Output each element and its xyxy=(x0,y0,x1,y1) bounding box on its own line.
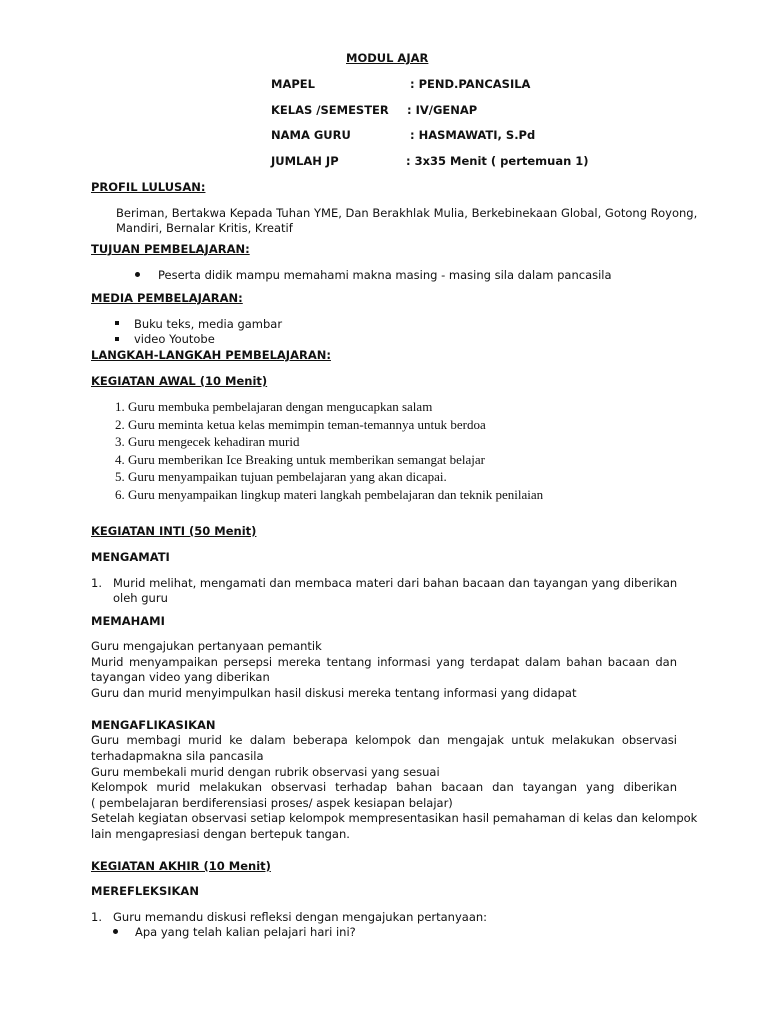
akhir-subitem: Apa yang telah kalian pelajari hari ini? xyxy=(135,925,356,939)
square-bullet-icon xyxy=(115,321,119,325)
mengamati-line2: oleh guru xyxy=(113,591,168,605)
list-item: 1. Guru membuka pembelajaran dengan mengucapkan salam xyxy=(128,398,543,416)
square-bullet-icon xyxy=(115,337,119,341)
mengaflikasikan-line: Kelompok murid melakukan observasi terhadap bahan bacaan dan tayangan yang diberikan xyxy=(91,780,677,794)
profil-text-line1: Beriman, Bertakwa Kepada Tuhan YME, Dan Berakhlak Mulia, Berkebinekaan Global, Gotong Royong, xyxy=(116,206,698,220)
mengaflikasikan-line: terhadapmakna sila pancasila xyxy=(91,749,264,763)
tujuan-heading: TUJUAN PEMBELAJARAN: xyxy=(91,242,250,256)
awal-heading: KEGIATAN AWAL (10 Menit) xyxy=(91,374,268,388)
list-item: 2. Guru meminta ketua kelas memimpin teman-temannya untuk berdoa xyxy=(128,416,543,434)
profil-text-line2: Mandiri, Bernalar Kritis, Kreatif xyxy=(116,221,293,235)
mengaflikasikan-line: Setelah kegiatan observasi setiap kelompok mempresentasikan hasil pemahaman di kelas dan kelompok xyxy=(91,811,698,825)
memahami-line: Murid menyampaikan persepsi mereka tentang informasi yang terdapat dalam bahan bacaan dan xyxy=(91,655,677,669)
kelas-value: : IV/GENAP xyxy=(407,103,478,117)
kelas-label: KELAS /SEMESTER xyxy=(271,103,389,117)
list-item: 6. Guru menyampaikan lingkup materi langkah pembelajaran dan teknik penilaian xyxy=(128,486,543,504)
bullet-dot-icon xyxy=(135,272,140,277)
list-item: 5. Guru menyampaikan tujuan pembelajaran yang akan dicapai. xyxy=(128,468,543,486)
memahami-line: Guru mengajukan pertanyaan pemantik xyxy=(91,639,322,653)
merefleksikan-heading: MEREFLEKSIKAN xyxy=(91,884,199,898)
akhir-number: 1. xyxy=(91,910,102,924)
jp-value: : 3x35 Menit ( pertemuan 1) xyxy=(406,154,589,168)
jp-label: JUMLAH JP xyxy=(271,154,339,168)
mengaflikasikan-line: Guru membekali murid dengan rubrik observasi yang sesuai xyxy=(91,765,440,779)
langkah-heading: LANGKAH-LANGKAH PEMBELAJARAN: xyxy=(91,348,331,362)
mengamati-heading: MENGAMATI xyxy=(91,550,170,564)
akhir-heading: KEGIATAN AKHIR (10 Menit) xyxy=(91,859,271,873)
awal-list xyxy=(108,398,543,504)
media-heading: MEDIA PEMBELAJARAN: xyxy=(91,291,243,305)
akhir-item: Guru memandu diskusi refleksi dengan mengajukan pertanyaan: xyxy=(113,910,488,924)
mengaflikasikan-heading: MENGAFLIKASIKAN xyxy=(91,718,216,732)
mengaflikasikan-line: lain mengapresiasi dengan bertepuk tangan. xyxy=(91,827,350,841)
document-title: MODUL AJAR xyxy=(346,51,429,65)
memahami-line: tayangan video yang diberikan xyxy=(91,670,270,684)
media-item: video Youtobe xyxy=(134,332,215,346)
media-item: Buku teks, media gambar xyxy=(134,317,283,331)
inti-heading: KEGIATAN INTI (50 Menit) xyxy=(91,524,257,538)
memahami-heading: MEMAHAMI xyxy=(91,614,165,628)
tujuan-item: Peserta didik mampu memahami makna masing - masing sila dalam pancasila xyxy=(158,268,612,282)
bullet-dot-icon xyxy=(113,929,118,934)
list-item: 3. Guru mengecek kehadiran murid xyxy=(128,433,543,451)
mapel-value: : PEND.PANCASILA xyxy=(410,77,531,91)
guru-value: : HASMAWATI, S.Pd xyxy=(410,128,536,142)
mengamati-line1: Murid melihat, mengamati dan membaca materi dari bahan bacaan dan tayangan yang diberikan xyxy=(113,576,678,590)
memahami-line: Guru dan murid menyimpulkan hasil diskusi mereka tentang informasi yang didapat xyxy=(91,686,577,700)
mengamati-number: 1. xyxy=(91,576,102,590)
mengaflikasikan-line: ( pembelajaran berdiferensiasi proses/ aspek kesiapan belajar) xyxy=(91,796,453,810)
mapel-label: MAPEL xyxy=(271,77,315,91)
list-item: 4. Guru memberikan Ice Breaking untuk memberikan semangat belajar xyxy=(128,451,543,469)
profil-heading: PROFIL LULUSAN: xyxy=(91,180,206,194)
guru-label: NAMA GURU xyxy=(271,128,351,142)
mengaflikasikan-line: Guru membagi murid ke dalam beberapa kelompok dan mengajak untuk melakukan observasi xyxy=(91,733,677,747)
